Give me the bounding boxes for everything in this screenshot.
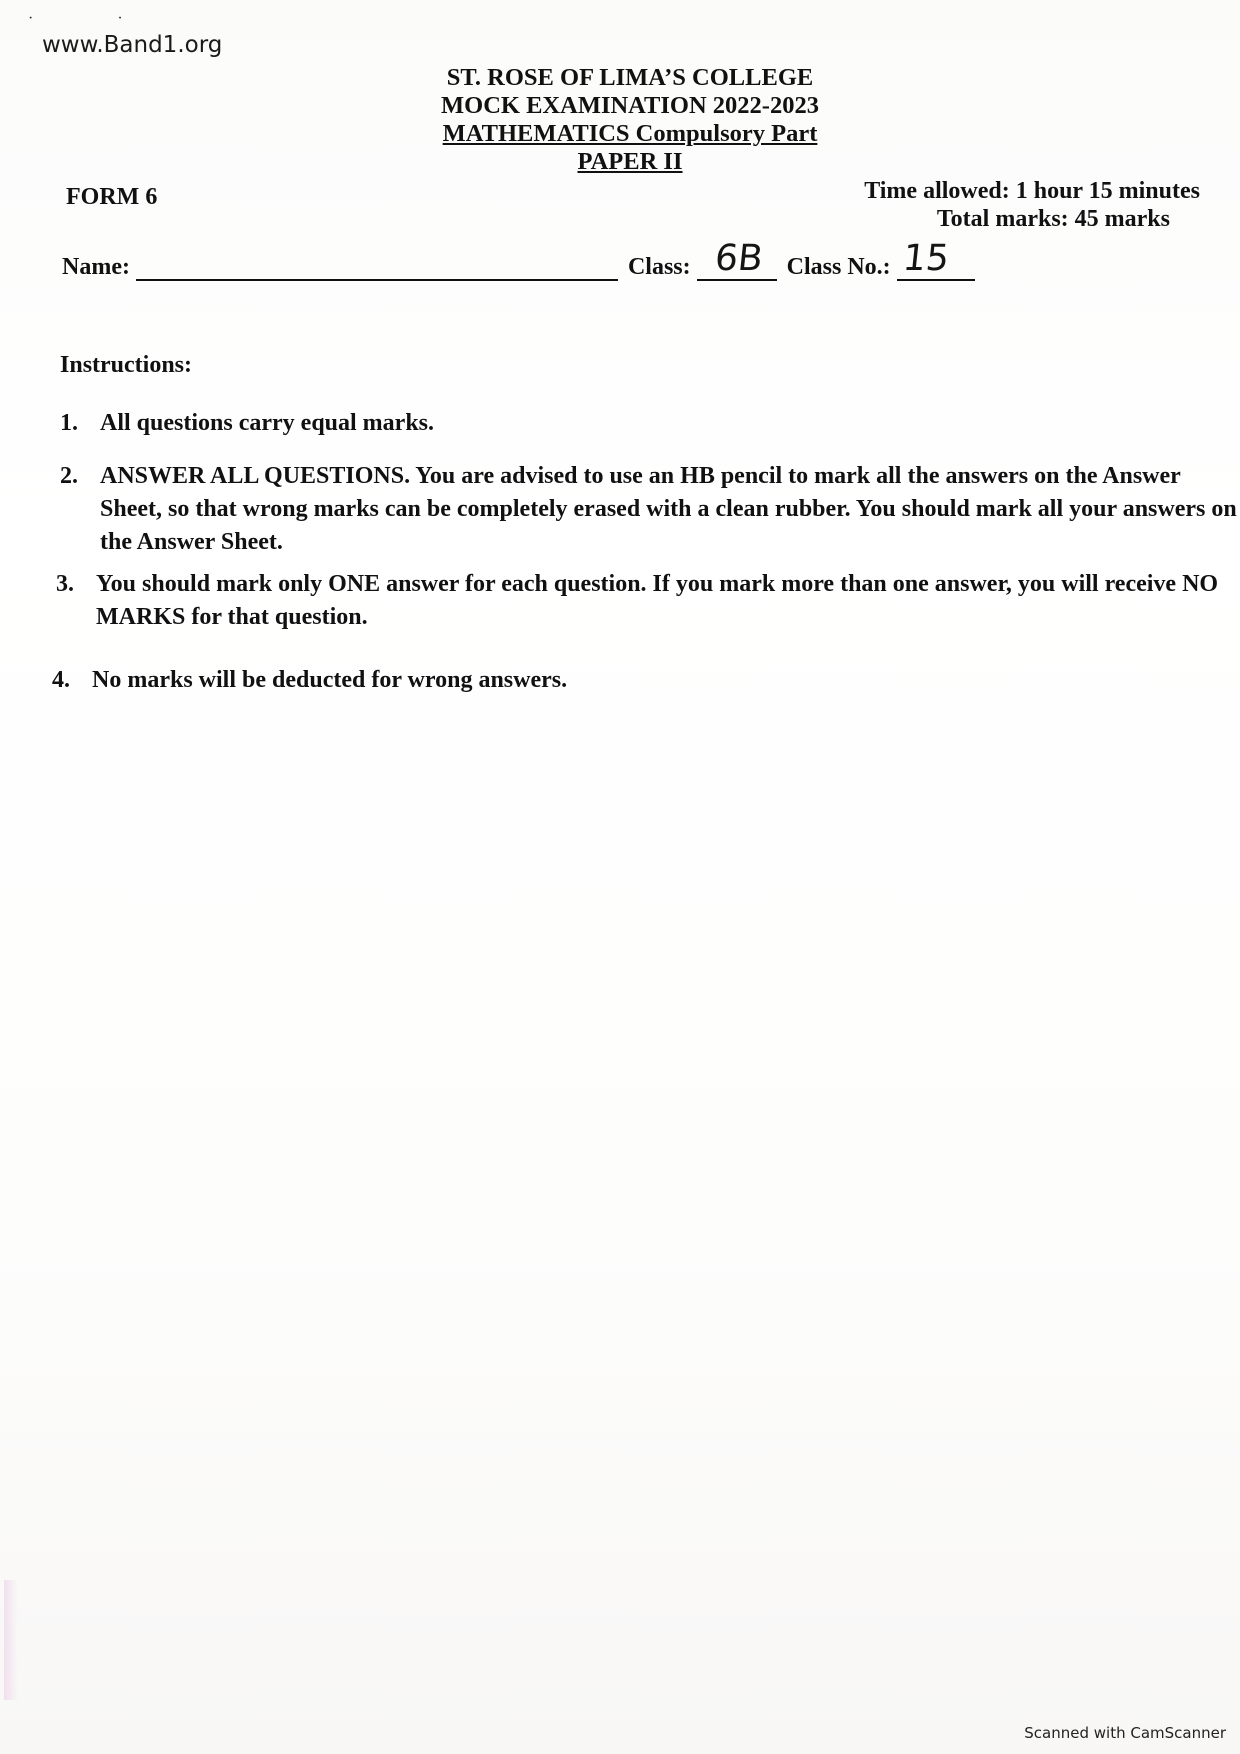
class-label: Class:	[627, 254, 691, 280]
scan-specks: · ·	[28, 10, 163, 27]
exam-header	[0, 64, 1240, 176]
class-field[interactable]	[697, 238, 777, 281]
scanner-footer: Scanned with CamScanner	[1024, 1724, 1226, 1742]
time-allowed: Time allowed: 1 hour 15 minutes	[864, 178, 1200, 204]
instruction-body-b: answer for each question. If you mark more than one answer, you will receive	[380, 571, 1183, 597]
time-marks-block	[864, 177, 1200, 233]
class-no-field[interactable]	[897, 238, 975, 281]
instruction-number: 4.	[52, 667, 70, 693]
instruction-lead: ANSWER ALL QUESTIONS.	[100, 463, 411, 489]
instruction-body: You are advised to use an HB pencil to mark all the answers on the Answer Sheet, so that wrong marks can be completely erased with a clean rubber. You should mark all your answers on the Answer Sheet.	[100, 463, 1237, 555]
instructions-heading: Instructions:	[60, 352, 193, 378]
instruction-body-a: You should mark only	[96, 571, 329, 597]
instruction-text: No marks will be deducted for wrong answers.	[92, 667, 568, 693]
instruction-text	[100, 460, 1240, 559]
class-no-value: 15	[900, 238, 951, 279]
instruction-body-c: for that question.	[185, 604, 368, 630]
instruction-text: All questions carry equal marks.	[100, 410, 435, 436]
paper-title: PAPER II	[577, 148, 683, 175]
exam-title: MOCK EXAMINATION 2022-2023	[441, 92, 819, 119]
school-name: ST. ROSE OF LIMA’S COLLEGE	[446, 64, 814, 91]
total-marks: Total marks: 45 marks	[936, 206, 1170, 232]
form-level: FORM 6	[66, 184, 158, 210]
scan-smudge	[4, 1580, 18, 1700]
class-value: 6B	[712, 238, 765, 279]
name-field[interactable]	[136, 255, 618, 281]
watermark-url: www.Band1.org	[42, 32, 223, 58]
subject-title: MATHEMATICS Compulsory Part	[442, 120, 818, 147]
name-label: Name:	[62, 254, 130, 280]
instruction-emphasis-one: ONE	[328, 571, 381, 597]
student-info-row	[62, 238, 975, 281]
instruction-number: 1.	[60, 410, 78, 436]
instruction-emphasis-no-marks: NO MARKS	[96, 571, 1219, 630]
instruction-number: 2.	[60, 463, 78, 489]
instruction-text	[96, 568, 1236, 634]
class-no-label: Class No.:	[786, 254, 891, 280]
instruction-number: 3.	[56, 571, 74, 597]
